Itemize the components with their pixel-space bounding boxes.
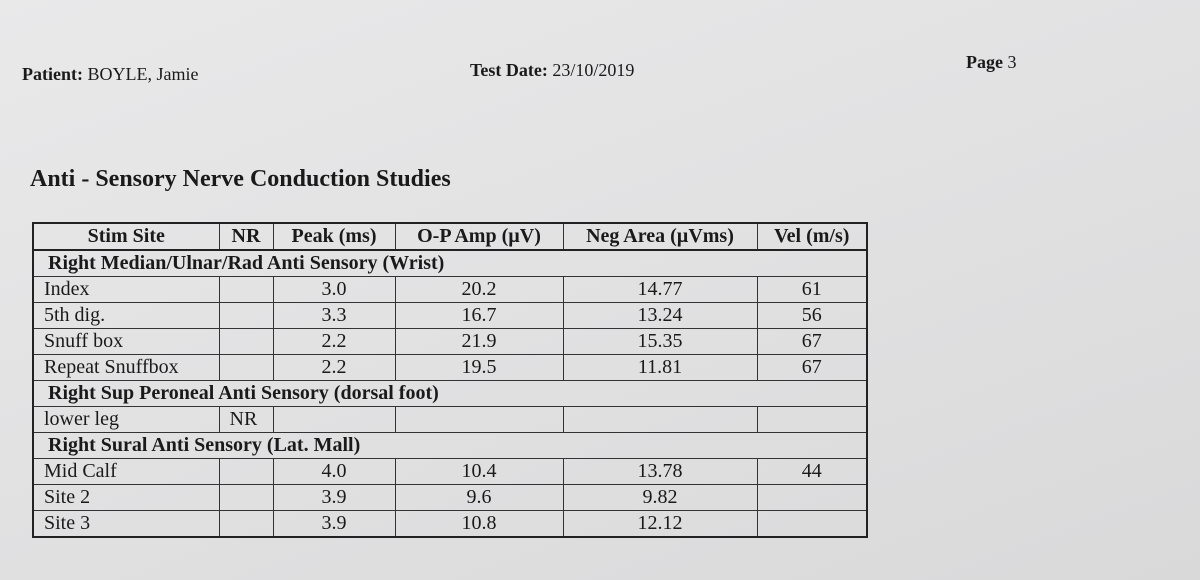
cell-neg-area: 13.78 [563,459,757,485]
patient-name: BOYLE, Jamie [87,64,199,84]
cell-vel [757,407,867,433]
cell-amp: 16.7 [395,303,563,329]
cell-neg-area: 13.24 [563,303,757,329]
cell-peak: 3.9 [273,511,395,538]
cell-neg-area: 12.12 [563,511,757,538]
cell-amp: 20.2 [395,277,563,303]
cell-vel [757,485,867,511]
cell-nr [219,485,273,511]
cell-stim-site: lower leg [33,407,219,433]
cell-vel: 61 [757,277,867,303]
group-title: Right Sural Anti Sensory (Lat. Mall) [33,433,867,459]
cell-nr: NR [219,407,273,433]
table-row [33,511,867,538]
patient-field [22,64,198,85]
cell-nr [219,355,273,381]
table-header-row [33,223,867,250]
cell-stim-site: Mid Calf [33,459,219,485]
cell-amp: 21.9 [395,329,563,355]
cell-stim-site: Site 2 [33,485,219,511]
cell-nr [219,459,273,485]
group-header-row [33,433,867,459]
group-header-row [33,250,867,277]
cell-amp [395,407,563,433]
group-title: Right Sup Peroneal Anti Sensory (dorsal foot) [33,381,867,407]
cell-vel [757,511,867,538]
cell-nr [219,511,273,538]
column-header-vel: Vel (m/s) [757,223,867,250]
column-header-nr: NR [219,223,273,250]
column-header-neg-area: Neg Area (µVms) [563,223,757,250]
column-header-amp: O-P Amp (µV) [395,223,563,250]
cell-stim-site: Snuff box [33,329,219,355]
table-row [33,277,867,303]
cell-peak: 2.2 [273,355,395,381]
cell-peak: 3.3 [273,303,395,329]
patient-label: Patient: [22,64,83,84]
group-header-row [33,381,867,407]
table-row [33,459,867,485]
table-row [33,329,867,355]
page-label: Page [966,52,1003,72]
cell-amp: 10.4 [395,459,563,485]
cell-amp: 9.6 [395,485,563,511]
cell-peak: 3.0 [273,277,395,303]
table-row [33,303,867,329]
cell-neg-area [563,407,757,433]
nerve-conduction-table [32,222,868,538]
cell-nr [219,277,273,303]
cell-peak: 4.0 [273,459,395,485]
table-row [33,355,867,381]
cell-neg-area: 15.35 [563,329,757,355]
group-title: Right Median/Ulnar/Rad Anti Sensory (Wrist) [33,250,867,277]
column-header-stim-site: Stim Site [33,223,219,250]
cell-vel: 56 [757,303,867,329]
cell-amp: 19.5 [395,355,563,381]
cell-stim-site: Index [33,277,219,303]
cell-nr [219,329,273,355]
section-title: Anti - Sensory Nerve Conduction Studies [30,166,451,192]
cell-stim-site: Repeat Snuffbox [33,355,219,381]
cell-stim-site: Site 3 [33,511,219,538]
test-date-field [470,60,634,81]
cell-peak: 2.2 [273,329,395,355]
page-number-value: 3 [1007,52,1017,72]
test-date-value: 23/10/2019 [552,60,635,80]
cell-vel: 67 [757,355,867,381]
cell-nr [219,303,273,329]
page-number [966,52,1016,73]
table-row [33,407,867,433]
table-row [33,485,867,511]
cell-neg-area: 11.81 [563,355,757,381]
cell-neg-area: 14.77 [563,277,757,303]
column-header-peak: Peak (ms) [273,223,395,250]
cell-amp: 10.8 [395,511,563,538]
cell-vel: 44 [757,459,867,485]
cell-neg-area: 9.82 [563,485,757,511]
cell-stim-site: 5th dig. [33,303,219,329]
cell-peak: 3.9 [273,485,395,511]
cell-peak [273,407,395,433]
test-date-label: Test Date: [470,60,548,80]
cell-vel: 67 [757,329,867,355]
